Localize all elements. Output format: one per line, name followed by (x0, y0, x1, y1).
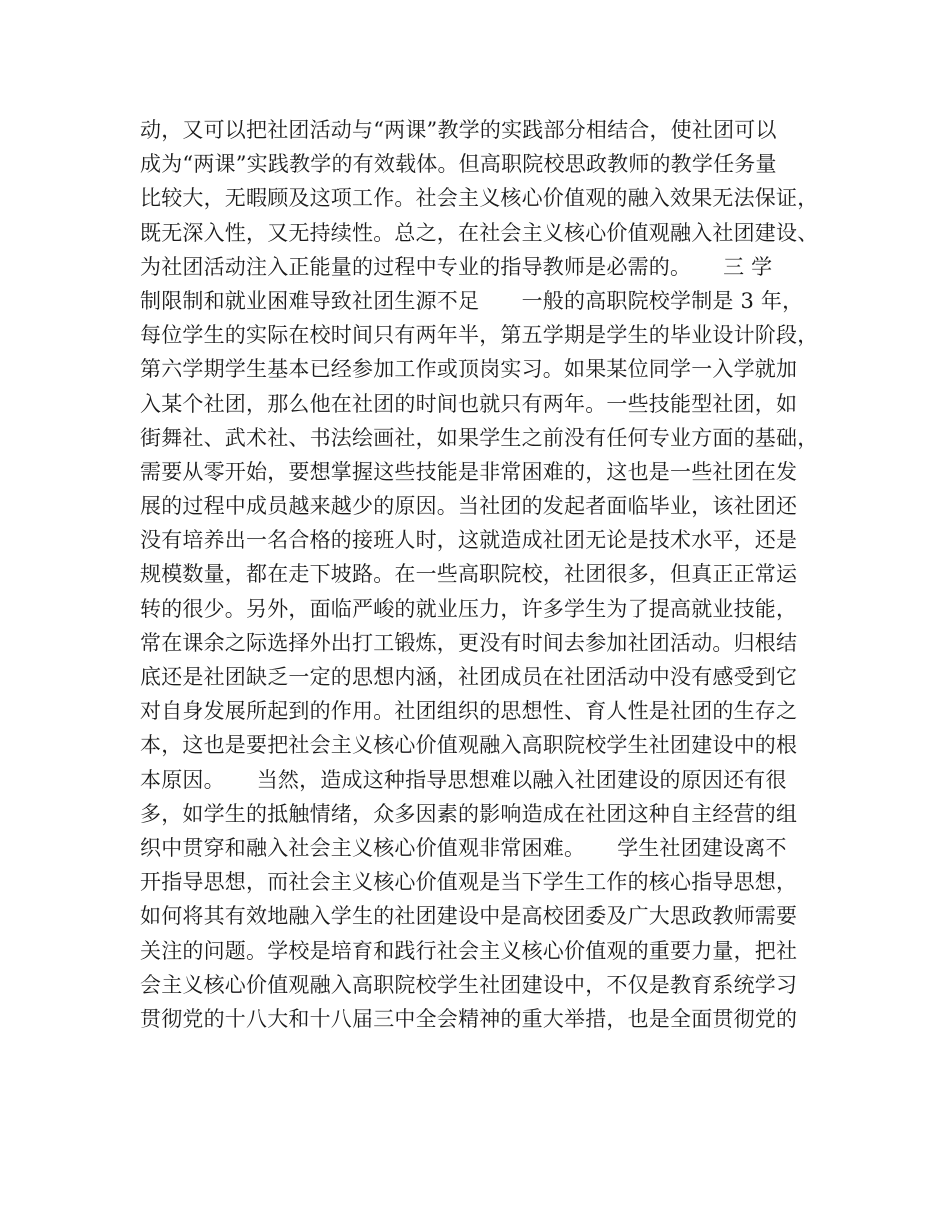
text-line: 多，如学生的抵触情绪，众多因素的影响造成在社团这种自主经营的组 (140, 801, 798, 826)
text-line: 如何将其有效地融入学生的社团建设中是高校团委及广大思政教师需要 (140, 904, 798, 929)
text-line: 为社团活动注入正能量的过程中专业的指导教师是必需的。 三 学 (140, 254, 773, 279)
text-line: 展的过程中成员越来越少的原因。当社团的发起者面临毕业，该社团还 (140, 494, 798, 519)
text-line: 转的很少。另外，面临严峻的就业压力，许多学生为了提高就业技能， (140, 596, 798, 621)
text-line: 会主义核心价值观融入高职院校学生社团建设中，不仅是教育系统学习 (140, 972, 798, 997)
text-line: 织中贯穿和融入社会主义核心价值观非常困难。 学生社团建设离不 (140, 835, 787, 860)
text-line: 街舞社、武术社、书法绘画社，如果学生之前没有任何专业方面的基础， (140, 425, 819, 450)
text-line: 成为“两课”实践教学的有效载体。但高职院校思政教师的教学任务量 (140, 152, 777, 177)
text-line: 贯彻党的十八大和十八届三中全会精神的重大举措，也是全面贯彻党的 (140, 1006, 798, 1031)
text-line: 比较大，无暇顾及这项工作。社会主义核心价值观的融入效果无法保证， (140, 186, 819, 211)
text-line: 需要从零开始，要想掌握这些技能是非常困难的，这也是一些社团在发 (140, 459, 798, 484)
text-line: 对自身发展所起到的作用。社团组织的思想性、育人性是社团的生存之 (140, 699, 798, 724)
text-line: 常在课余之际选择外出打工锻炼，更没有时间去参加社团活动。归根结 (140, 630, 798, 655)
text-line: 规模数量，都在走下坡路。在一些高职院校，社团很多，但真正正常运 (140, 562, 798, 587)
body-text (140, 113, 830, 1036)
text-line: 本原因。 当然，造成这种指导思想难以融入社团建设的原因还有很 (140, 767, 787, 792)
text-line: 第六学期学生基本已经参加工作或顶岗实习。如果某位同学一入学就加 (140, 357, 798, 382)
text-line: 既无深入性，又无持续性。总之，在社会主义核心价值观融入社团建设、 (140, 220, 819, 245)
text-line: 开指导思想，而社会主义核心价值观是当下学生工作的核心指导思想， (140, 870, 798, 895)
text-line: 本，这也是要把社会主义核心价值观融入高职院校学生社团建设中的根 (140, 733, 798, 758)
text-line: 关注的问题。学校是培育和践行社会主义核心价值观的重要力量，把社 (140, 938, 798, 963)
text-line: 没有培养出一名合格的接班人时，这就造成社团无论是技术水平，还是 (140, 528, 798, 553)
text-line: 入某个社团，那么他在社团的时间也就只有两年。一些技能型社团，如 (140, 391, 798, 416)
text-line: 每位学生的实际在校时间只有两年半，第五学期是学生的毕业设计阶段， (140, 323, 819, 348)
text-line: 底还是社团缺乏一定的思想内涵，社团成员在社团活动中没有感受到它 (140, 665, 798, 689)
text-line: 动，又可以把社团活动与“两课”教学的实践部分相结合，使社团可以 (140, 118, 777, 142)
text-line: 制限制和就业困难导致社团生源不足 一般的高职院校学制是 3 年， (140, 288, 804, 313)
